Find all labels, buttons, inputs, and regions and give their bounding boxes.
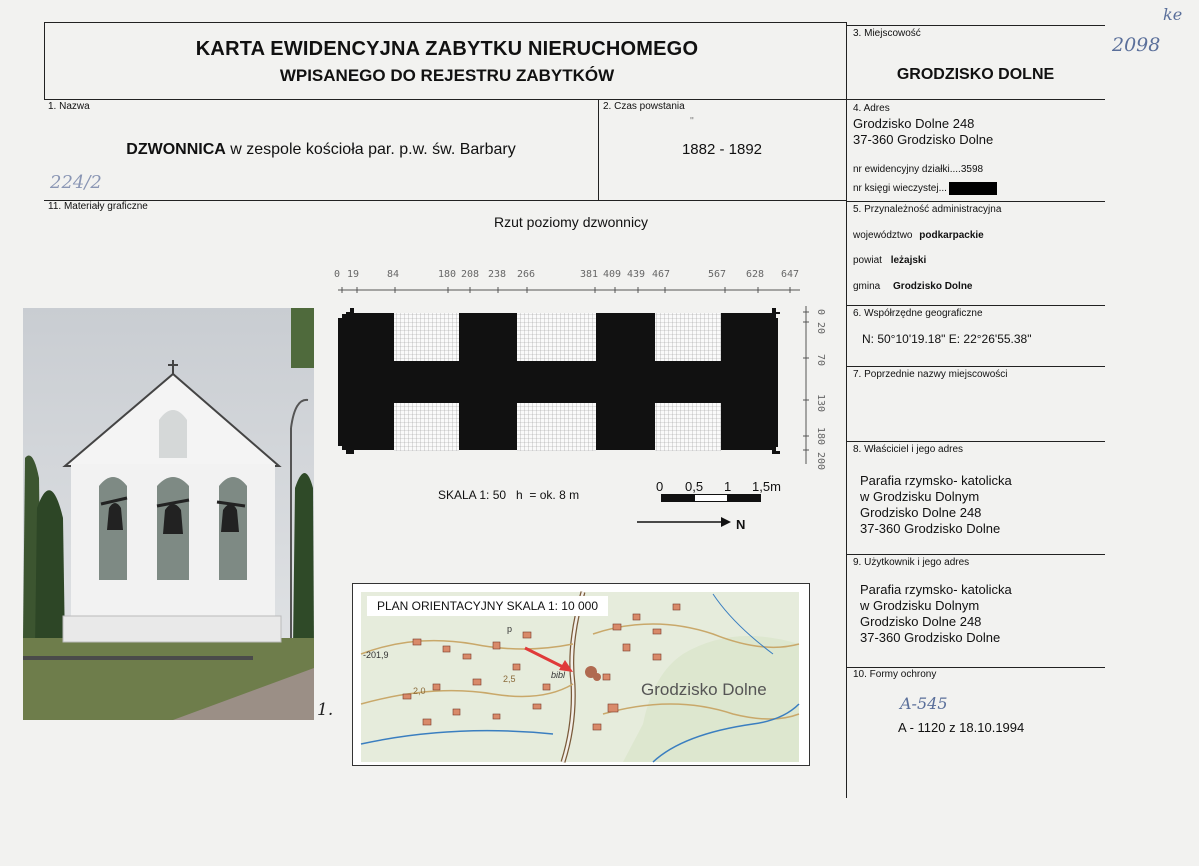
powiat-row <box>853 255 926 266</box>
uzytkownik-line: Parafia rzymsko- katolicka <box>860 582 1012 597</box>
scale-tick-15: 1,5m <box>752 479 781 494</box>
wlasciciel-line: 37-360 Grodzisko Dolne <box>860 521 1001 536</box>
ruler-top-label: 628 <box>746 269 765 280</box>
wspolrzedne-label: 6. Współrzędne geograficzne <box>853 308 983 319</box>
belfry-photo <box>23 308 314 720</box>
ksiega-redaction <box>949 182 997 195</box>
plan-title: Rzut poziomy dzwonnicy <box>494 214 649 230</box>
map-label-bibl: bibl <box>551 670 566 680</box>
card-title-line2: WPISANEGO DO REJESTRU ZABYTKÓW <box>279 66 615 85</box>
scale-text: SKALA 1: 50 h = ok. 8 m <box>438 488 580 502</box>
corner-note: ke <box>1163 5 1183 24</box>
gmina-row <box>853 281 972 292</box>
adres-label: 4. Adres <box>853 103 890 114</box>
adres-dzialka: nr ewidencyjny działki....3598 <box>853 164 984 175</box>
header-bottom-line <box>44 99 1105 100</box>
wlasciciel-line: Parafia rzymsko- katolicka <box>860 473 1012 488</box>
czas-label: 2. Czas powstania <box>603 101 685 112</box>
powiat-label: powiat <box>853 255 882 266</box>
ruler-top-label: 467 <box>652 269 671 280</box>
north-label: N <box>736 517 746 532</box>
ruler-top-label: 567 <box>708 269 727 280</box>
uzytkownik-line: 37-360 Grodzisko Dolne <box>860 630 1001 645</box>
wspolrzedne-value: N: 50°10'19.18" E: 22°26'55.38" <box>862 332 1032 346</box>
scale-tick-0: 0 <box>656 479 664 494</box>
frame-left-line <box>44 22 45 100</box>
ruler-side-label: 20 <box>815 322 826 335</box>
uzytkownik-label: 9. Użytkownik i jego adres <box>853 557 970 568</box>
photo-number: 1. <box>317 700 334 720</box>
frame-top-line <box>44 22 846 23</box>
nazwa-value-bold: DZWONNICA <box>126 141 226 158</box>
materialy-label: 11. Materiały graficzne <box>48 201 148 212</box>
ruler-side-label: 130 <box>815 394 826 413</box>
czas-mark: '' <box>690 116 694 127</box>
nazwa-value-rest: w zespole kościoła par. p.w. św. Barbary <box>225 141 516 158</box>
wlasciciel-bottom-line <box>846 554 1105 555</box>
adres-line1: Grodzisko Dolne 248 <box>853 116 975 131</box>
wojewodztwo-row <box>853 230 984 241</box>
ruler-top-label: 84 <box>387 269 400 280</box>
adres-line2: 37-360 Grodzisko Dolne <box>853 132 994 147</box>
wlasciciel-line: w Grodzisku Dolnym <box>860 489 980 504</box>
adres-ksiega <box>853 182 997 195</box>
miejscowosc-top-line <box>846 25 1105 26</box>
floor-plan <box>320 262 840 502</box>
map-title: PLAN ORIENTACYJNY SKALA 1: 10 000 <box>367 596 608 616</box>
plan-opening <box>655 313 721 361</box>
wojewodztwo-value: podkarpackie <box>919 230 984 241</box>
uzytkownik-line: Grodzisko Dolne 248 <box>860 614 982 629</box>
ruler-side-label: 0 <box>815 309 826 316</box>
ruler-top-label: 381 <box>580 269 599 280</box>
gmina-label: gmina <box>853 281 881 292</box>
map-label-contour: 2,0 <box>413 686 426 696</box>
adres-bottom-line <box>846 201 1105 202</box>
miejscowosc-value: GRODZISKO DOLNE <box>896 66 1055 83</box>
map-label-contour: 2,5 <box>503 674 516 684</box>
map-label-p: p <box>507 624 513 634</box>
row1-bottom-line-left <box>44 200 846 201</box>
ruler-top-label: 208 <box>461 269 480 280</box>
ruler-top-label: 647 <box>781 269 800 280</box>
adres-ksiega-label: nr księgi wieczystej... <box>853 183 947 195</box>
ruler-top-label: 19 <box>347 269 360 280</box>
ruler-top-label: 266 <box>517 269 536 280</box>
formy-label: 10. Formy ochrony <box>853 669 937 680</box>
powiat-value: leżajski <box>890 255 927 266</box>
north-arrow-icon <box>637 515 732 529</box>
wojewodztwo-label: województwo <box>853 230 913 241</box>
ruler-top-label: 439 <box>627 269 646 280</box>
uzytkownik-bottom-line <box>846 667 1105 668</box>
scale-tick-1: 1 <box>724 479 732 494</box>
scale-bar <box>661 494 761 502</box>
map-place-label: Grodzisko Dolne <box>641 680 767 699</box>
przynaleznosc-bottom-line <box>846 305 1105 306</box>
plan-opening <box>517 403 596 451</box>
wlasciciel-line: Grodzisko Dolne 248 <box>860 505 982 520</box>
plan-opening <box>655 403 721 451</box>
czas-value: 1882 - 1892 <box>681 141 763 158</box>
poprzednie-label: 7. Poprzednie nazwy miejscowości <box>853 369 1008 380</box>
plan-opening <box>517 313 596 361</box>
ruler-side-label: 70 <box>815 354 826 367</box>
gmina-value: Grodzisko Dolne <box>893 281 973 292</box>
ruler-top-label: 409 <box>603 269 622 280</box>
plan-opening <box>394 403 459 451</box>
scale-tick-05: 0,5 <box>685 479 704 494</box>
ruler-side-label: 180 <box>815 427 826 446</box>
formy-hand-note: A-545 <box>900 694 948 713</box>
uzytkownik-line: w Grodzisku Dolnym <box>860 598 980 613</box>
przynaleznosc-label: 5. Przynależność administracyjna <box>853 204 1002 215</box>
map-elevation: -201,9 <box>363 650 389 660</box>
poprzednie-bottom-line <box>846 441 1105 442</box>
formy-value: A - 1120 z 18.10.1994 <box>898 720 1025 735</box>
ruler-side-label: 200 <box>815 452 826 471</box>
miejscowosc-label: 3. Miejscowość <box>853 28 921 39</box>
right-column-divider <box>846 22 847 798</box>
ruler-top-label: 180 <box>438 269 457 280</box>
ruler-top-label: 238 <box>488 269 507 280</box>
nazwa-label: 1. Nazwa <box>48 101 90 112</box>
plan-opening <box>394 313 459 361</box>
corner-number: 2098 <box>1112 34 1161 56</box>
nazwa-hand-note: 224/2 <box>50 172 102 193</box>
nazwa-value <box>44 141 598 159</box>
orientation-map <box>352 583 810 766</box>
wspolrzedne-bottom-line <box>846 366 1105 367</box>
wlasciciel-label: 8. Właściciel i jego adres <box>853 444 964 455</box>
ruler-top-label: 0 <box>334 269 341 280</box>
card-title-line1: KARTA EWIDENCYJNA ZABYTKU NIERUCHOMEGO <box>195 38 699 60</box>
